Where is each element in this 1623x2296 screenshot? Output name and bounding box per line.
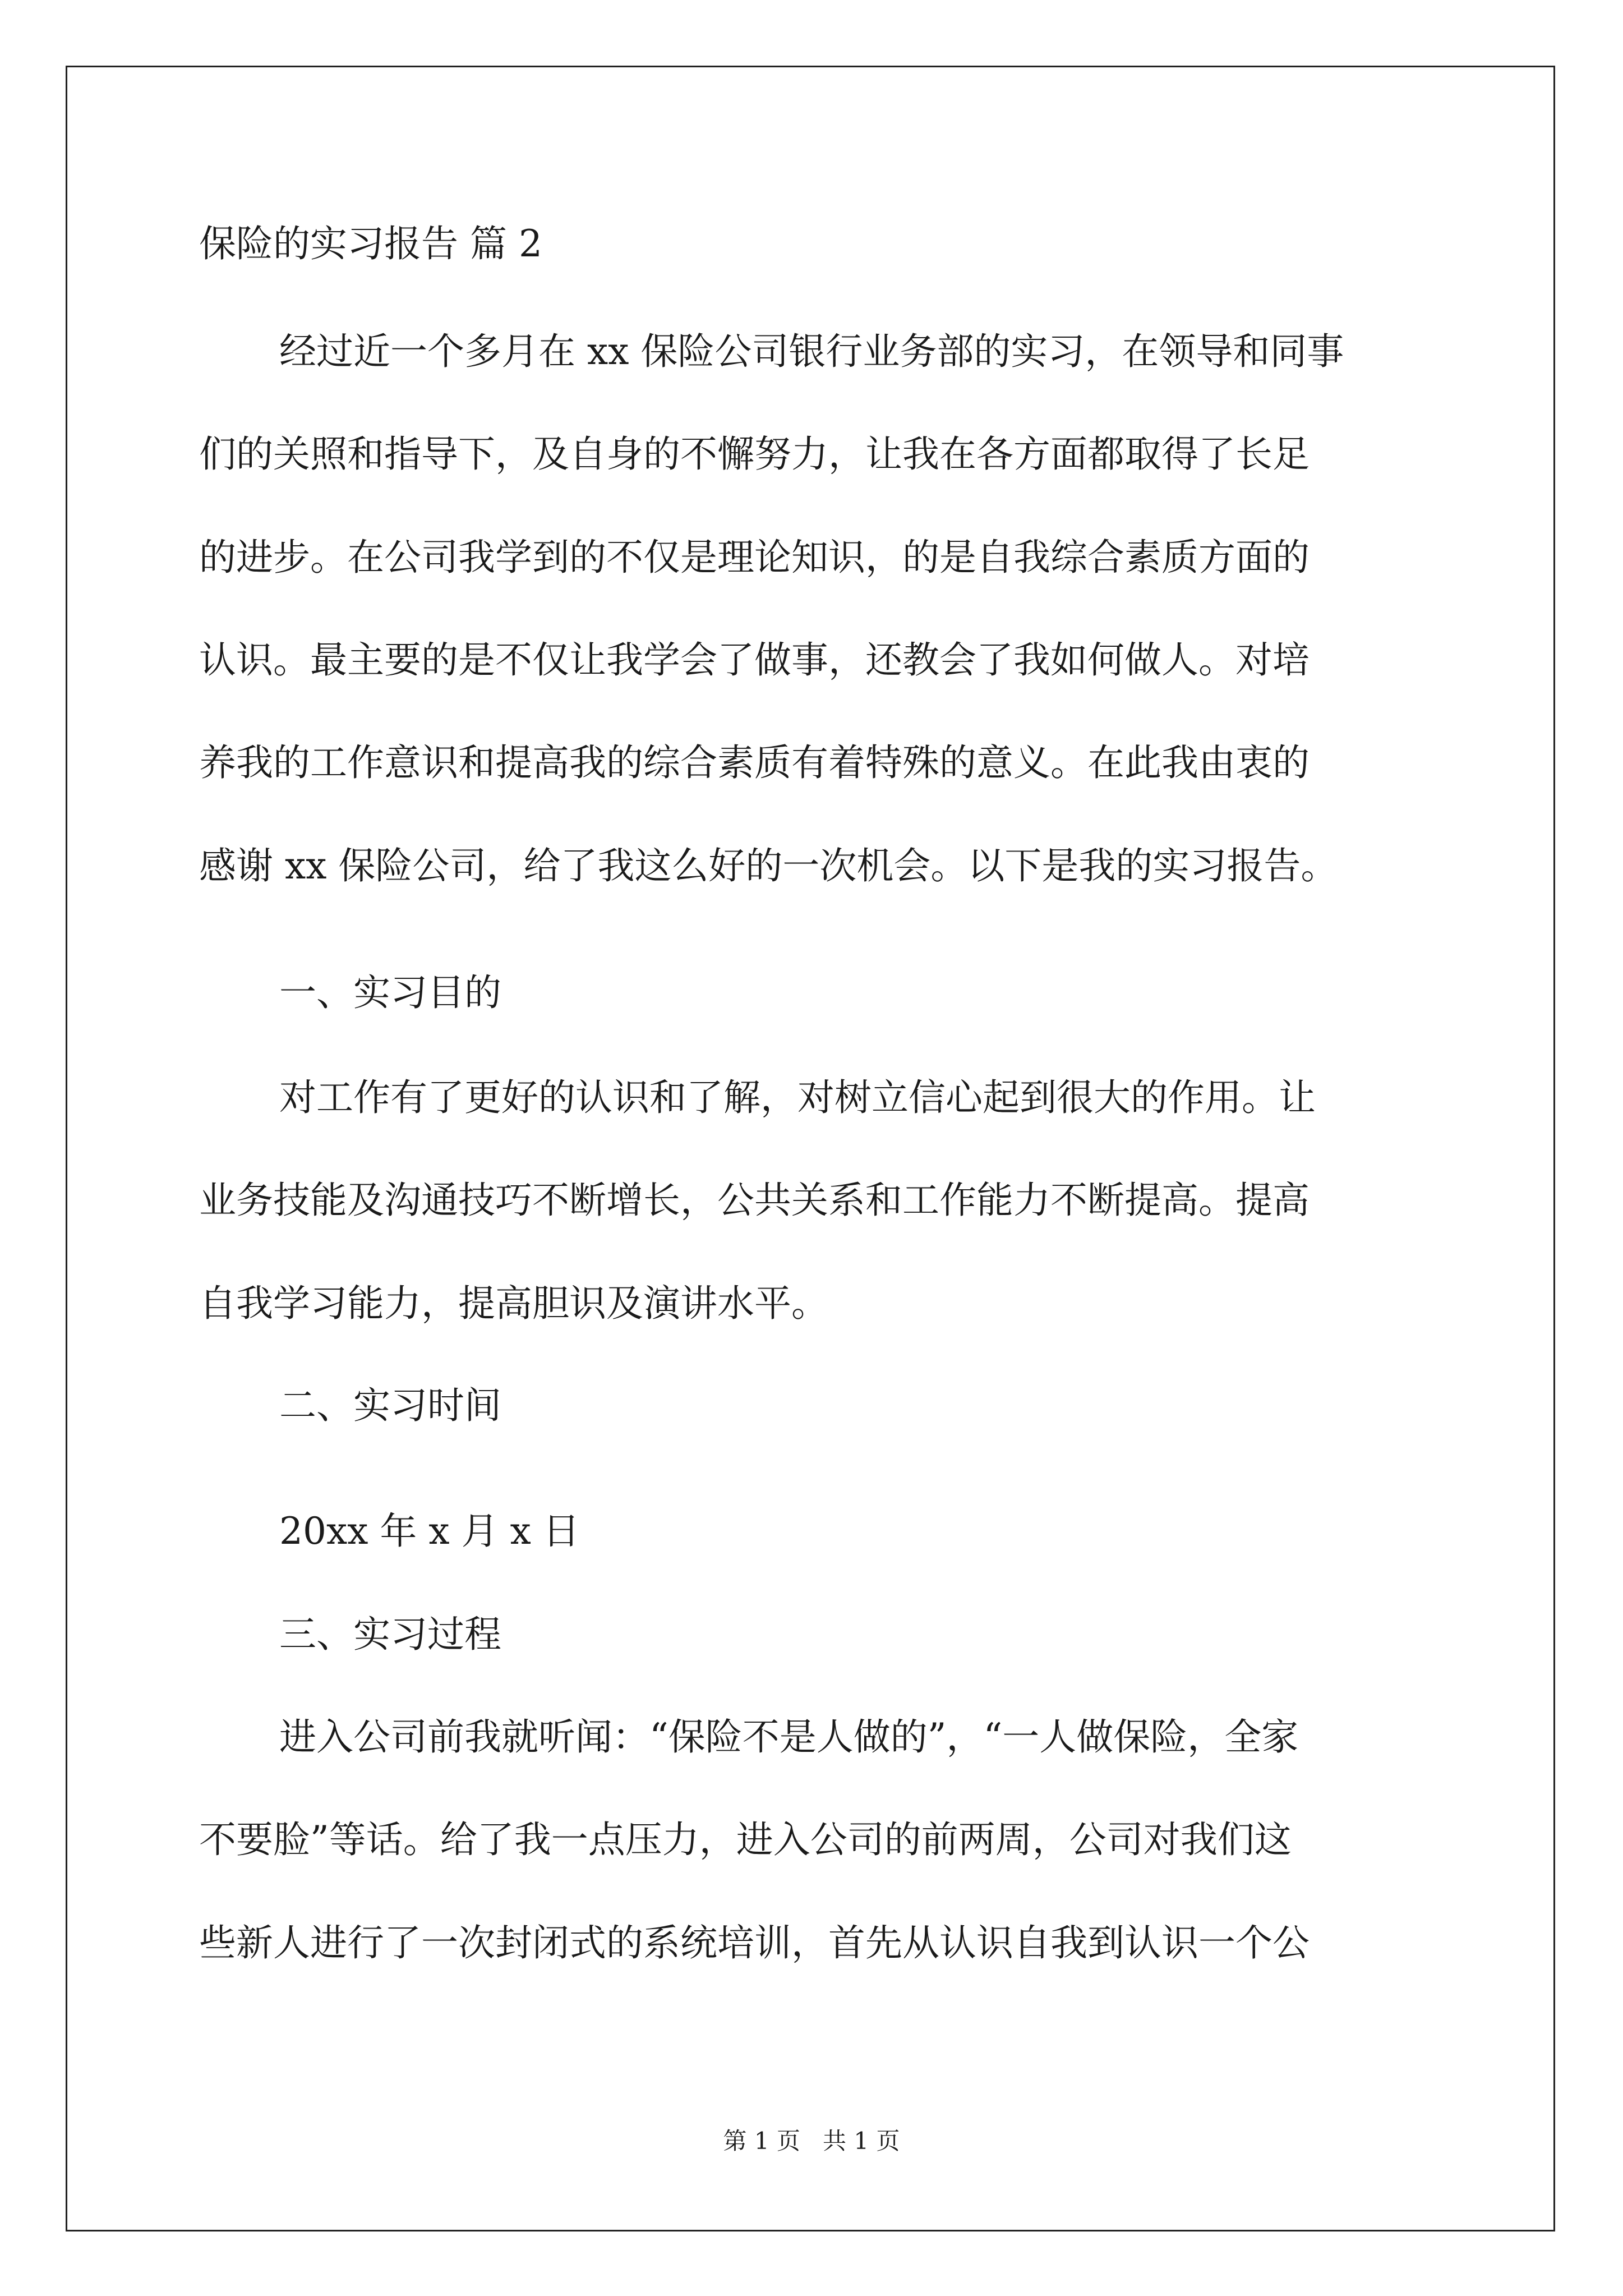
page-border — [66, 66, 1555, 2231]
page-footer: 第 1 页 共 1 页 — [723, 2127, 900, 2155]
paragraph-1-line-3: 的进步。在公司我学到的不仅是理论知识，的是自我综合素质方面的 — [199, 536, 1310, 579]
paragraph-1-line-1: 经过近一个多月在 xx 保险公司银行业务部的实习，在领导和同事 — [279, 330, 1344, 373]
paragraph-1-line-5: 养我的工作意识和提高我的综合素质有着特殊的意义。在此我由衷的 — [199, 741, 1310, 784]
document-title: 保险的实习报告 篇 2 — [199, 222, 542, 265]
paragraph-2-line-1: 对工作有了更好的认识和了解，对树立信心起到很大的作用。让 — [279, 1076, 1316, 1119]
date-line: 20xx 年 x 月 x 日 — [279, 1510, 580, 1553]
paragraph-1-line-4: 认识。最主要的是不仅让我学会了做事，还教会了我如何做人。对培 — [199, 638, 1310, 682]
paragraph-2-line-2: 业务技能及沟通技巧不断增长，公共关系和工作能力不断提高。提高 — [199, 1179, 1310, 1222]
paragraph-2-line-3: 自我学习能力，提高胆识及演讲水平。 — [199, 1282, 828, 1325]
section-heading-1: 一、实习目的 — [279, 971, 501, 1014]
paragraph-3-line-3: 些新人进行了一次封闭式的系统培训，首先从认识自我到认识一个公 — [199, 1921, 1310, 1964]
paragraph-1-line-6: 感谢 xx 保险公司，给了我这么好的一次机会。以下是我的实习报告。 — [199, 844, 1338, 887]
section-heading-2: 二、实习时间 — [279, 1384, 501, 1427]
section-heading-3: 三、实习过程 — [279, 1613, 501, 1656]
paragraph-3-line-2: 不要脸”等话。给了我一点压力，进入公司的前两周，公司对我们这 — [199, 1818, 1292, 1861]
paragraph-1-line-2: 们的关照和指导下，及自身的不懈努力，让我在各方面都取得了长足 — [199, 432, 1310, 476]
paragraph-3-line-1: 进入公司前我就听闻：“保险不是人做的”，“一人做保险，全家 — [279, 1715, 1299, 1759]
